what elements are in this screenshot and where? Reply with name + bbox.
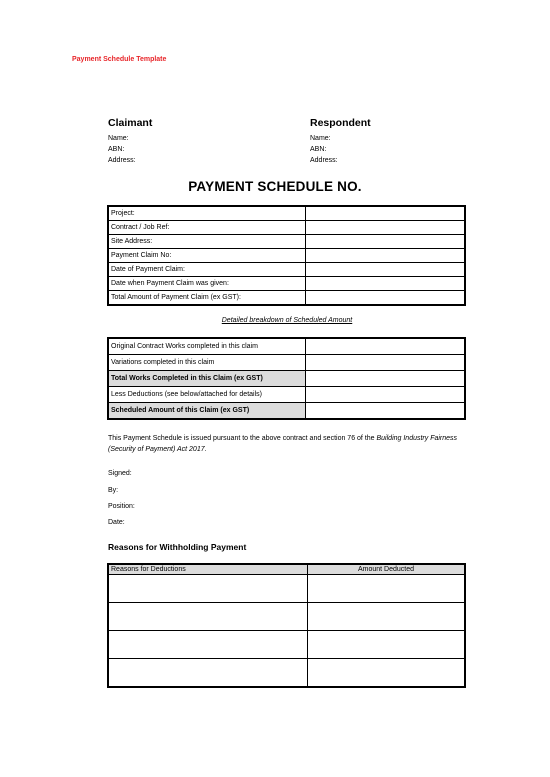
respondent-title: Respondent [310,117,371,129]
claimant-block [108,117,258,166]
breakdown-label: Variations completed in this claim [108,355,306,371]
claimant-abn-label: ABN: [108,146,125,153]
breakdown-value-cell[interactable] [306,355,466,371]
breakdown-label: Original Contract Works completed in this claim [108,338,306,355]
table-row [108,338,465,355]
table-row [108,206,465,221]
table-row [108,263,465,277]
table-row [108,277,465,291]
table-row [108,371,465,387]
details-label: Payment Claim No: [108,249,306,263]
table-row [108,249,465,263]
amount-cell[interactable] [308,659,466,688]
table-row [108,603,465,631]
details-label: Contract / Job Ref: [108,221,306,235]
respondent-abn-label: ABN: [310,146,327,153]
page-title: PAYMENT SCHEDULE NO. [188,179,362,194]
details-value-cell[interactable] [306,277,466,291]
details-label: Total Amount of Payment Claim (ex GST): [108,291,306,306]
details-table [107,205,466,306]
details-label: Date when Payment Claim was given: [108,277,306,291]
table-row [108,355,465,371]
details-value-cell[interactable] [306,263,466,277]
reason-cell[interactable] [108,631,308,659]
details-value-cell[interactable] [306,291,466,306]
table-row [108,403,465,420]
table-row [108,291,465,306]
amount-cell[interactable] [308,603,466,631]
statement-body: This Payment Schedule is issued pursuant to the above contract and section 76 of the [108,435,377,442]
reasons-title: Reasons for Withholding Payment [108,542,247,552]
header-label: Payment Schedule Template [72,56,167,63]
reason-cell[interactable] [108,603,308,631]
table-row [108,221,465,235]
claimant-address-label: Address: [108,157,136,164]
amount-cell[interactable] [308,631,466,659]
table-row [108,659,465,688]
details-value-cell[interactable] [306,206,466,221]
breakdown-label: Less Deductions (see below/attached for details) [108,387,306,403]
reason-cell[interactable] [108,659,308,688]
signed-label: Signed: [108,470,132,477]
claimant-title: Claimant [108,117,153,129]
reason-cell[interactable] [108,575,308,603]
breakdown-value-cell[interactable] [306,387,466,403]
statement-end: . [204,446,207,453]
reasons-table [107,563,466,688]
amount-col-header: Amount Deducted [308,564,466,575]
breakdown-value-cell[interactable] [306,338,466,355]
breakdown-value-cell[interactable] [306,371,466,387]
breakdown-label: Scheduled Amount of this Claim (ex GST) [108,403,306,420]
details-value-cell[interactable] [306,249,466,263]
table-row [108,235,465,249]
breakdown-value-cell[interactable] [306,403,466,420]
details-value-cell[interactable] [306,235,466,249]
position-label: Position: [108,503,135,510]
table-header-row [108,564,465,575]
table-row [108,575,465,603]
breakdown-label: Total Works Completed in this Claim (ex GST) [108,371,306,387]
date-label: Date: [108,519,125,526]
details-label: Site Address: [108,235,306,249]
by-label: By: [108,487,119,494]
respondent-address-label: Address: [310,157,338,164]
table-row [108,387,465,403]
statement-act: Building Industry Fairness (Security of Payment) Act 2017 [108,435,458,453]
claimant-name-label: Name: [108,135,129,142]
amount-cell[interactable] [308,575,466,603]
statement-text [108,433,468,455]
respondent-block [310,117,460,166]
details-label: Project: [108,206,306,221]
details-label: Date of Payment Claim: [108,263,306,277]
breakdown-table [107,337,466,420]
table-row [108,631,465,659]
details-value-cell[interactable] [306,221,466,235]
breakdown-heading: Detailed breakdown of Scheduled Amount [221,317,353,324]
reasons-col-header: Reasons for Deductions [108,564,308,575]
respondent-name-label: Name: [310,135,331,142]
